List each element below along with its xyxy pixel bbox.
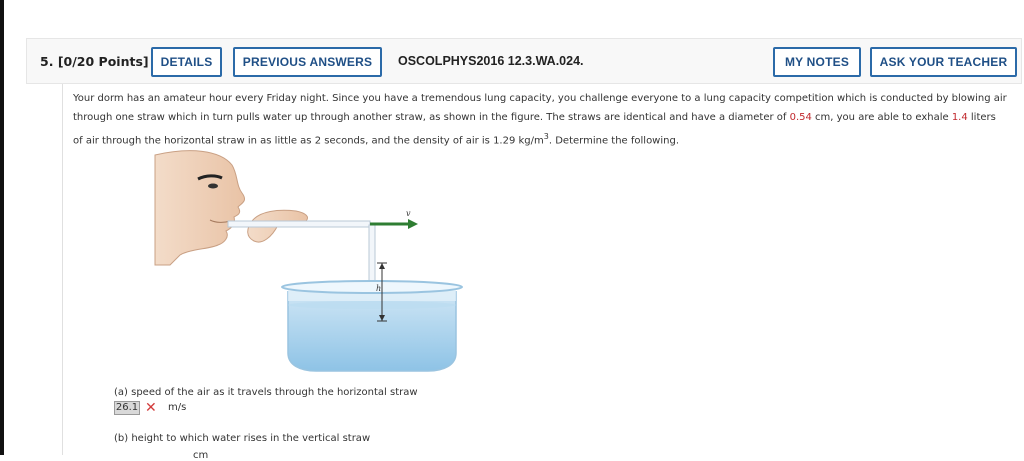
my-notes-button[interactable]: MY NOTES bbox=[773, 47, 861, 77]
problem-statement: Your dorm has an amateur hour every Friday night. Since you have a tremendous lung capacity, you challenge everyone to a lung capacity competition which is conducted by blowing air through one straw which in turn pulls water up through another straw, as shown in the figure. The straws are identical and have a diameter of 0.54 cm, you are able to exhale 1.4 liters of air through the horizontal straw in as little as 2 seconds, and the density of air is 1.29 $kg/m^3$. Determine the following. bbox=[73, 93, 1007, 147]
velocity-label: v bbox=[406, 209, 411, 218]
incorrect-icon: ✕ bbox=[145, 400, 157, 416]
diameter-value: 0.54 bbox=[789, 112, 812, 123]
window-edge bbox=[0, 0, 4, 455]
question-number: 5. [0/20 Points] bbox=[40, 54, 149, 69]
volume-value: 1.4 bbox=[951, 112, 968, 123]
question-header bbox=[26, 38, 1022, 84]
ask-teacher-button[interactable]: ASK YOUR TEACHER bbox=[870, 47, 1017, 77]
face-illustration bbox=[155, 151, 245, 265]
beaker-illustration bbox=[282, 281, 462, 371]
part-a-label: (a) speed of the air as it travels through the horizontal straw bbox=[114, 387, 418, 398]
height-label: h bbox=[376, 284, 382, 293]
part-b-unit: cm bbox=[193, 450, 209, 461]
part-b-label: (b) height to which water rises in the vertical straw bbox=[114, 433, 371, 444]
previous-answers-button[interactable]: PREVIOUS ANSWERS bbox=[233, 47, 382, 77]
part-a-unit: m/s bbox=[168, 402, 187, 413]
figure-illustration bbox=[150, 145, 480, 380]
details-button[interactable]: DETAILS bbox=[151, 47, 222, 77]
part-a-answer-field[interactable]: 26.1 bbox=[115, 402, 139, 413]
horizontal-straw bbox=[228, 221, 370, 227]
straw-figure bbox=[150, 145, 480, 380]
question-id: OSCOLPHYS2016 12.3.WA.024. bbox=[398, 54, 584, 68]
points-label: [0/20 Points] bbox=[57, 54, 149, 69]
